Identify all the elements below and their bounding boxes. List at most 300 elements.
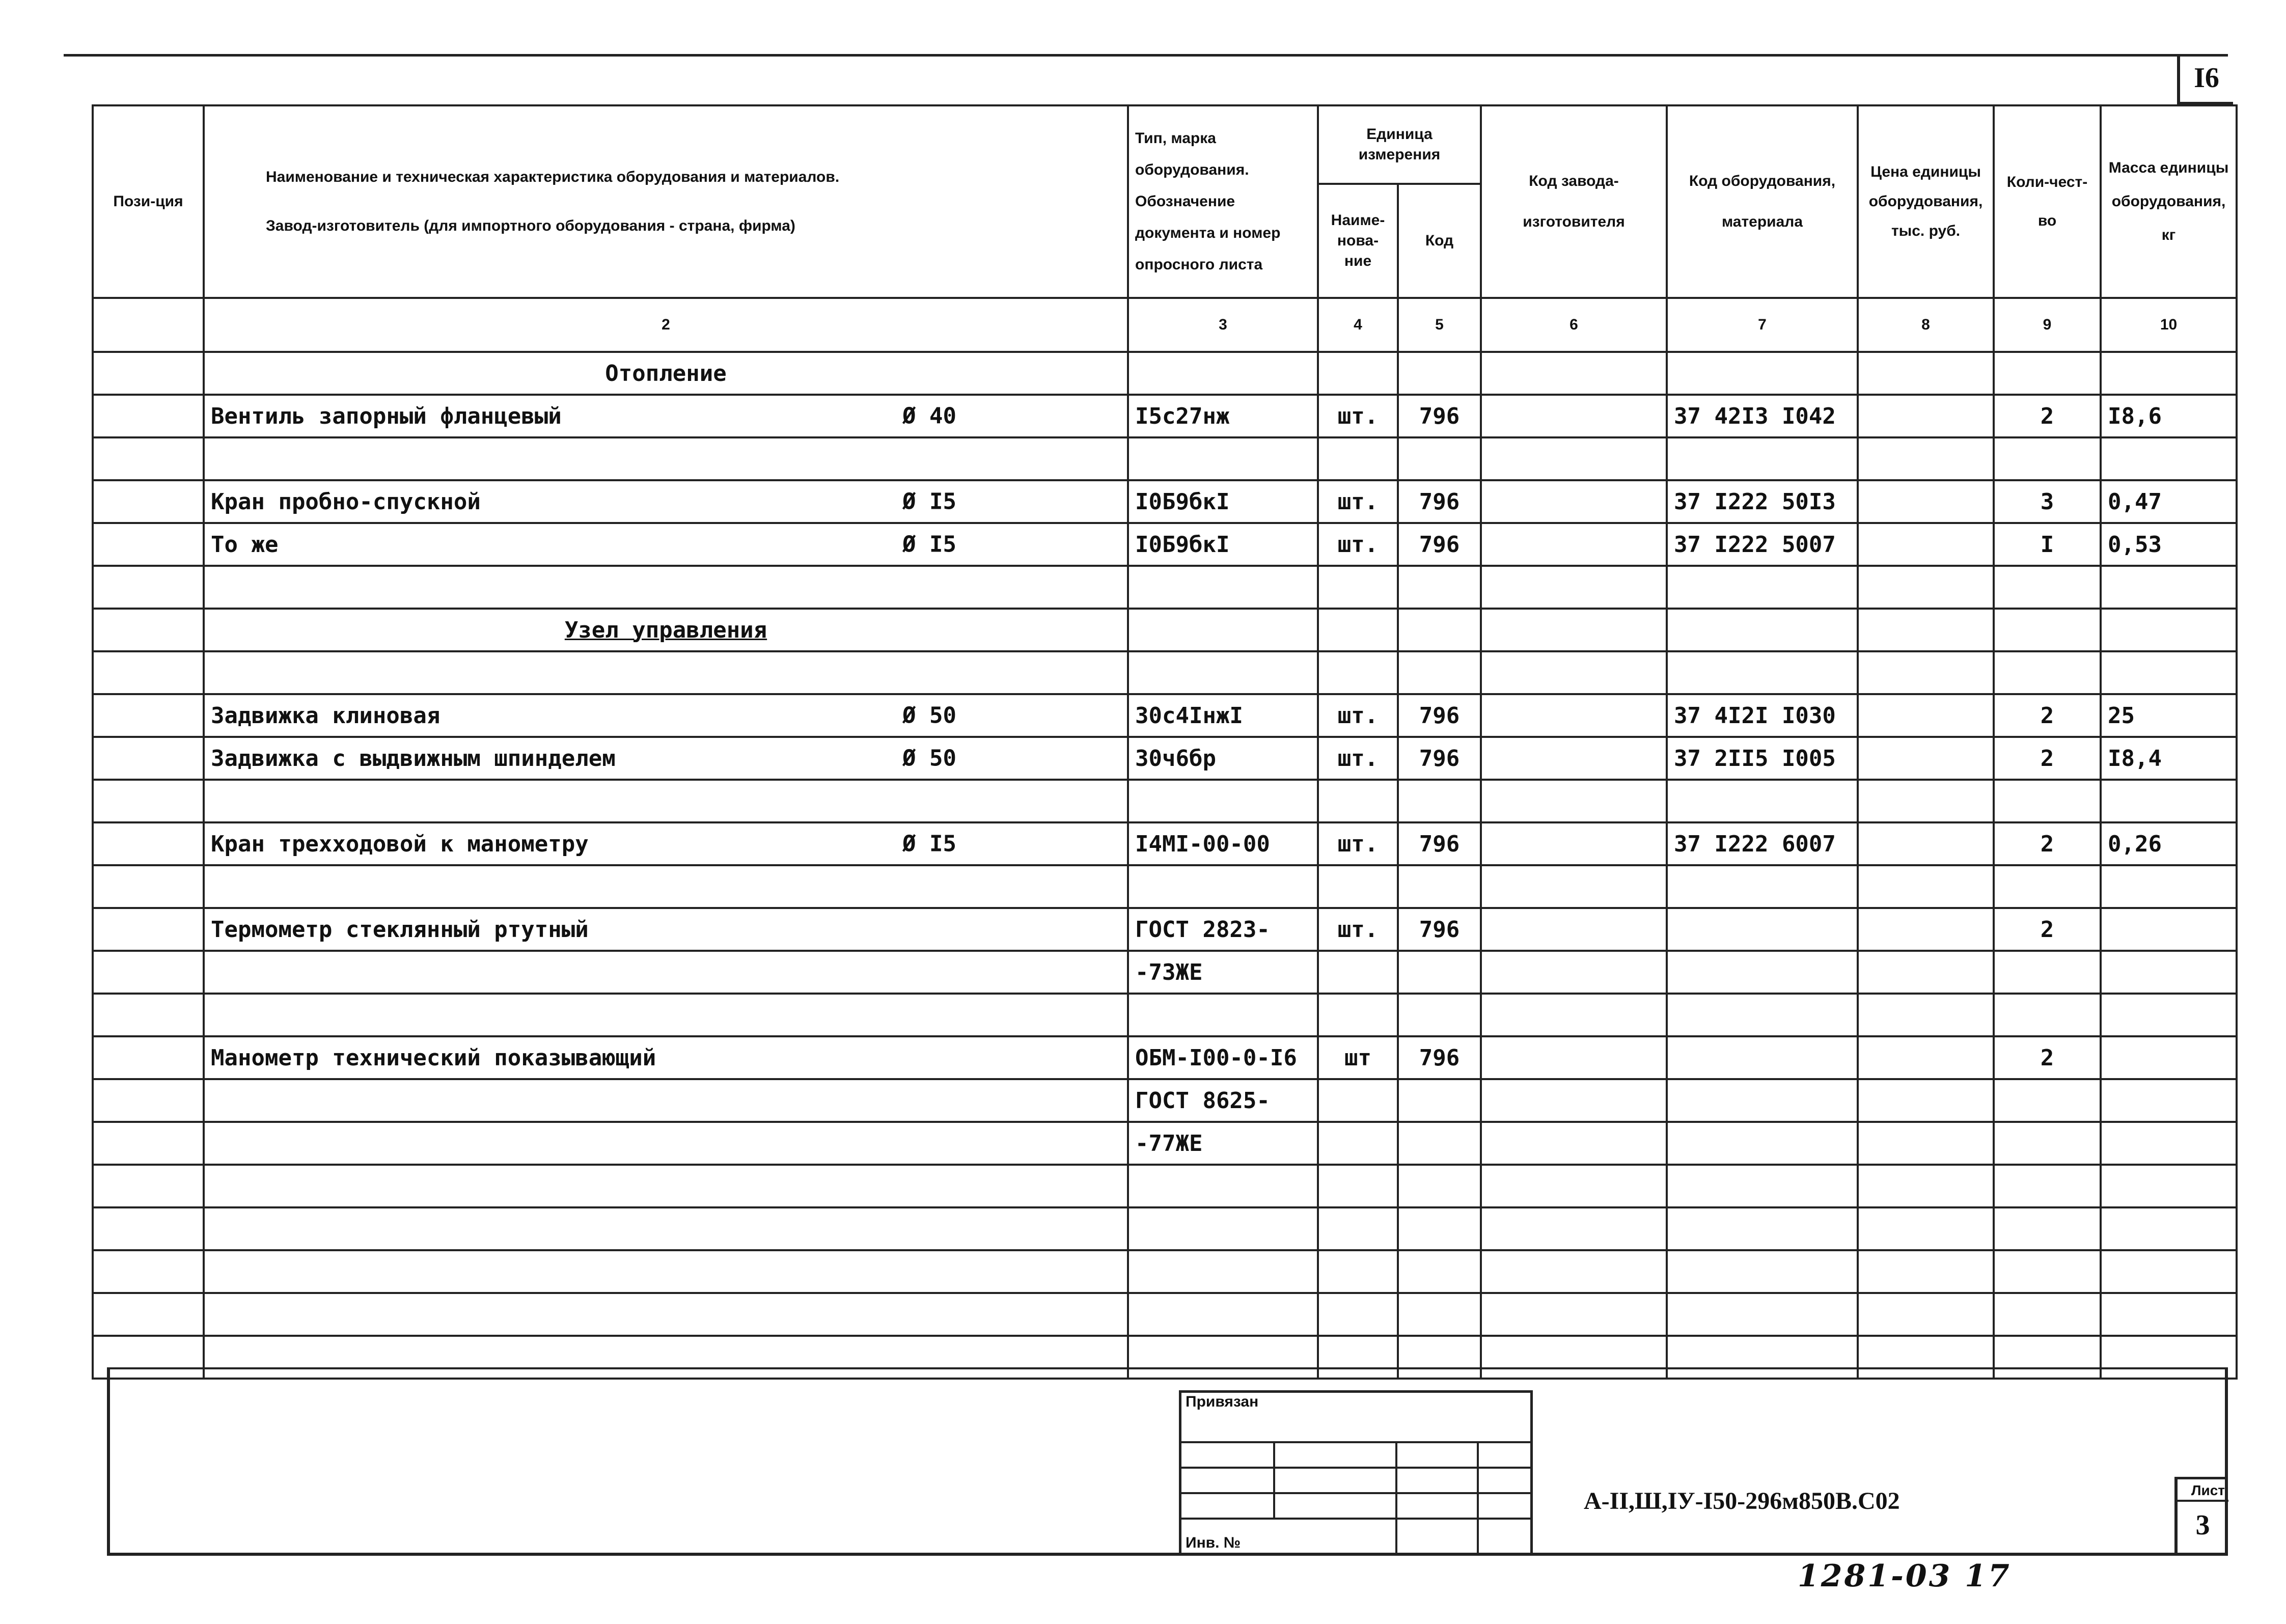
item-name: Задвижка с выдвижным шпинделем xyxy=(211,745,616,772)
cell-qty: 2 xyxy=(1994,1036,2101,1079)
cell-name xyxy=(204,1250,1128,1293)
cell-qty xyxy=(1994,1122,2101,1165)
item-diameter: Ø I5 xyxy=(902,488,956,515)
cell-type: I4МI-00-00 xyxy=(1128,822,1318,865)
cell-price xyxy=(1858,951,1994,994)
table-row xyxy=(93,1250,2237,1293)
cell-type: -73ЖЕ xyxy=(1128,951,1318,994)
column-number: 2 xyxy=(204,298,1128,352)
cell-position xyxy=(93,352,204,395)
cell-position xyxy=(93,908,204,951)
column-number: 8 xyxy=(1858,298,1994,352)
cell-equipment-code xyxy=(1667,865,1858,908)
cell-name xyxy=(204,1293,1128,1336)
cell-unit-name xyxy=(1318,437,1398,480)
cell-mass: 25 xyxy=(2101,694,2237,737)
cell-factory-code xyxy=(1481,822,1667,865)
cell-equipment-code: 37 I222 6007 xyxy=(1667,822,1858,865)
cell-equipment-code xyxy=(1667,994,1858,1036)
cell-factory-code xyxy=(1481,480,1667,523)
header-name-line2: Завод-изготовитель (для импортного оборудования - страна, фирма) xyxy=(266,217,795,234)
table-row xyxy=(93,737,2237,780)
item-name: То же xyxy=(211,531,279,558)
cell-position xyxy=(93,651,204,694)
cell-price xyxy=(1858,1250,1994,1293)
cell-qty xyxy=(1994,1079,2101,1122)
cell-price xyxy=(1858,1293,1994,1336)
table-row xyxy=(93,951,2237,994)
cell-type xyxy=(1128,865,1318,908)
cell-position xyxy=(93,994,204,1036)
cell-name xyxy=(204,1079,1128,1122)
cell-factory-code xyxy=(1481,523,1667,566)
cell-mass xyxy=(2101,609,2237,651)
cell-mass xyxy=(2101,1122,2237,1165)
cell-mass xyxy=(2101,352,2237,395)
cell-mass xyxy=(2101,566,2237,609)
cell-unit-name: шт. xyxy=(1318,908,1398,951)
item-name: Задвижка клиновая xyxy=(211,702,440,729)
column-number: 9 xyxy=(1994,298,2101,352)
cell-unit-name xyxy=(1318,994,1398,1036)
item-diameter: Ø I5 xyxy=(902,531,956,558)
cell-unit-name xyxy=(1318,1293,1398,1336)
cell-type: I5с27нж xyxy=(1128,395,1318,437)
cell-factory-code xyxy=(1481,1122,1667,1165)
item-diameter: Ø 50 xyxy=(902,745,956,772)
cell-type: ОБМ-I00-0-I6 xyxy=(1128,1036,1318,1079)
cell-name xyxy=(204,1207,1128,1250)
cell-unit-name: шт. xyxy=(1318,523,1398,566)
cell-unit-code xyxy=(1398,566,1481,609)
table-row xyxy=(93,609,2237,651)
table-row xyxy=(93,352,2237,395)
cell-equipment-code xyxy=(1667,908,1858,951)
table-body xyxy=(93,352,2237,1379)
sheet-box xyxy=(2174,1477,2228,1556)
cell-type: I0Б9бкI xyxy=(1128,523,1318,566)
cell-unit-name xyxy=(1318,566,1398,609)
cell-mass xyxy=(2101,1250,2237,1293)
cell-type: ГОСТ 8625- xyxy=(1128,1079,1318,1122)
cell-position xyxy=(93,1079,204,1122)
cell-unit-name xyxy=(1318,651,1398,694)
table-row xyxy=(93,994,2237,1036)
cell-type: 30с4IнжI xyxy=(1128,694,1318,737)
header-type: Тип, марка оборудования. Обозначение документа и номер опросного листа xyxy=(1128,105,1318,298)
cell-unit-code xyxy=(1398,994,1481,1036)
cell-price xyxy=(1858,480,1994,523)
cell-mass xyxy=(2101,651,2237,694)
cell-factory-code xyxy=(1481,609,1667,651)
cell-mass: I8,4 xyxy=(2101,737,2237,780)
cell-type xyxy=(1128,1250,1318,1293)
table-row xyxy=(93,694,2237,737)
cell-unit-code: 796 xyxy=(1398,822,1481,865)
header-equipment-code: Код оборудования, материала xyxy=(1667,105,1858,298)
cell-unit-name: шт. xyxy=(1318,737,1398,780)
cell-equipment-code xyxy=(1667,1293,1858,1336)
cell-position xyxy=(93,395,204,437)
cell-price xyxy=(1858,566,1994,609)
cell-type xyxy=(1128,780,1318,822)
cell-name xyxy=(204,908,1128,951)
cell-name xyxy=(204,566,1128,609)
column-number xyxy=(93,298,204,352)
cell-name xyxy=(204,780,1128,822)
cell-name xyxy=(204,822,1128,865)
cell-equipment-code xyxy=(1667,951,1858,994)
table-row xyxy=(93,1079,2237,1122)
cell-position xyxy=(93,1036,204,1079)
cell-qty xyxy=(1994,994,2101,1036)
cell-name xyxy=(204,994,1128,1036)
handwritten-note: 1281-03 17 xyxy=(1798,1558,2012,1594)
cell-unit-code: 796 xyxy=(1398,737,1481,780)
cell-unit-code: 796 xyxy=(1398,908,1481,951)
cell-unit-code xyxy=(1398,352,1481,395)
cell-type xyxy=(1128,651,1318,694)
cell-unit-code: 796 xyxy=(1398,523,1481,566)
cell-equipment-code: 37 2II5 I005 xyxy=(1667,737,1858,780)
cell-equipment-code xyxy=(1667,609,1858,651)
cell-mass xyxy=(2101,1293,2237,1336)
cell-position xyxy=(93,480,204,523)
header-factory-code: Код завода-изготовителя xyxy=(1481,105,1667,298)
cell-unit-code xyxy=(1398,780,1481,822)
table-row xyxy=(93,523,2237,566)
cell-name xyxy=(204,737,1128,780)
cell-qty xyxy=(1994,566,2101,609)
cell-name xyxy=(204,523,1128,566)
cell-position xyxy=(93,865,204,908)
cell-position xyxy=(93,437,204,480)
cell-unit-name xyxy=(1318,1122,1398,1165)
cell-name xyxy=(204,651,1128,694)
table-row xyxy=(93,566,2237,609)
cell-qty: 2 xyxy=(1994,737,2101,780)
cell-name xyxy=(204,694,1128,737)
cell-price xyxy=(1858,1036,1994,1079)
cell-price xyxy=(1858,395,1994,437)
cell-position xyxy=(93,523,204,566)
cell-unit-code xyxy=(1398,1165,1481,1207)
cell-qty xyxy=(1994,951,2101,994)
cell-type: ГОСТ 2823- xyxy=(1128,908,1318,951)
cell-position xyxy=(93,822,204,865)
cell-mass xyxy=(2101,908,2237,951)
item-diameter: Ø I5 xyxy=(902,831,956,857)
cell-position xyxy=(93,1250,204,1293)
cell-factory-code xyxy=(1481,951,1667,994)
cell-factory-code xyxy=(1481,1165,1667,1207)
cell-mass: 0,53 xyxy=(2101,523,2237,566)
specification-table xyxy=(92,104,2238,1380)
header-unit-name: Наиме-нова-ние xyxy=(1318,184,1398,298)
item-name: Манометр технический показывающий xyxy=(211,1044,656,1071)
cell-mass xyxy=(2101,1207,2237,1250)
cell-factory-code xyxy=(1481,1250,1667,1293)
cell-price xyxy=(1858,651,1994,694)
cell-mass xyxy=(2101,1036,2237,1079)
header-name-line1: Наименование и техническая характеристика оборудования и материалов. xyxy=(266,169,840,185)
cell-unit-name: шт. xyxy=(1318,822,1398,865)
cell-qty xyxy=(1994,865,2101,908)
item-diameter: Ø 50 xyxy=(902,702,956,729)
title-block-frame xyxy=(107,1367,2228,1556)
cell-unit-code xyxy=(1398,651,1481,694)
cell-unit-name xyxy=(1318,1207,1398,1250)
cell-qty xyxy=(1994,1207,2101,1250)
cell-type: I0Б9бкI xyxy=(1128,480,1318,523)
item-name: Кран трехходовой к манометру xyxy=(211,831,589,857)
cell-unit-code xyxy=(1398,437,1481,480)
cell-equipment-code: 37 4I2I I030 xyxy=(1667,694,1858,737)
column-number: 5 xyxy=(1398,298,1481,352)
cell-price xyxy=(1858,822,1994,865)
cell-factory-code xyxy=(1481,1207,1667,1250)
section-title: Отопление xyxy=(605,360,727,387)
section-title: Узел управления xyxy=(564,617,767,643)
cell-name xyxy=(204,609,1128,651)
header-name xyxy=(204,105,1128,298)
cell-qty xyxy=(1994,1250,2101,1293)
cell-mass xyxy=(2101,1079,2237,1122)
cell-name xyxy=(204,352,1128,395)
table-row xyxy=(93,1207,2237,1250)
table-row xyxy=(93,437,2237,480)
cell-unit-code xyxy=(1398,1207,1481,1250)
item-name: Кран пробно-спускной xyxy=(211,488,481,515)
cell-factory-code xyxy=(1481,1293,1667,1336)
cell-price xyxy=(1858,694,1994,737)
cell-price xyxy=(1858,352,1994,395)
cell-position xyxy=(93,780,204,822)
table-row xyxy=(93,908,2237,951)
cell-position xyxy=(93,566,204,609)
cell-name xyxy=(204,1122,1128,1165)
cell-qty xyxy=(1994,651,2101,694)
cell-factory-code xyxy=(1481,908,1667,951)
sheet-label: Лист xyxy=(2191,1482,2225,1498)
cell-position xyxy=(93,951,204,994)
cell-unit-code: 796 xyxy=(1398,395,1481,437)
cell-factory-code xyxy=(1481,780,1667,822)
cell-price xyxy=(1858,437,1994,480)
cell-price xyxy=(1858,1165,1994,1207)
cell-type xyxy=(1128,1293,1318,1336)
column-number: 3 xyxy=(1128,298,1318,352)
cell-equipment-code xyxy=(1667,1036,1858,1079)
cell-unit-name xyxy=(1318,609,1398,651)
cell-unit-code xyxy=(1398,1293,1481,1336)
cell-position xyxy=(93,1293,204,1336)
cell-equipment-code xyxy=(1667,352,1858,395)
cell-unit-name: шт. xyxy=(1318,480,1398,523)
cell-name xyxy=(204,395,1128,437)
cell-equipment-code: 37 I222 50I3 xyxy=(1667,480,1858,523)
cell-equipment-code xyxy=(1667,1250,1858,1293)
stamp-inventory-label: Инв. № xyxy=(1186,1534,1241,1551)
cell-qty xyxy=(1994,1293,2101,1336)
cell-name xyxy=(204,437,1128,480)
column-number: 10 xyxy=(2101,298,2237,352)
cell-type xyxy=(1128,1165,1318,1207)
cell-type xyxy=(1128,352,1318,395)
header-qty: Коли-чест-во xyxy=(1994,105,2101,298)
cell-unit-code: 796 xyxy=(1398,1036,1481,1079)
cell-equipment-code xyxy=(1667,780,1858,822)
cell-factory-code xyxy=(1481,1036,1667,1079)
cell-position xyxy=(93,1122,204,1165)
table-row xyxy=(93,1036,2237,1079)
cell-type xyxy=(1128,566,1318,609)
cell-type xyxy=(1128,994,1318,1036)
column-number: 6 xyxy=(1481,298,1667,352)
table-row xyxy=(93,780,2237,822)
cell-unit-code xyxy=(1398,1079,1481,1122)
cell-unit-code xyxy=(1398,865,1481,908)
cell-factory-code xyxy=(1481,566,1667,609)
cell-equipment-code xyxy=(1667,1207,1858,1250)
cell-price xyxy=(1858,1122,1994,1165)
cell-price xyxy=(1858,609,1994,651)
table-row xyxy=(93,1122,2237,1165)
cell-factory-code xyxy=(1481,395,1667,437)
cell-equipment-code xyxy=(1667,437,1858,480)
cell-qty: 3 xyxy=(1994,480,2101,523)
cell-mass xyxy=(2101,994,2237,1036)
cell-qty: 2 xyxy=(1994,694,2101,737)
cell-unit-name xyxy=(1318,1165,1398,1207)
cell-price xyxy=(1858,780,1994,822)
cell-qty xyxy=(1994,437,2101,480)
cell-qty xyxy=(1994,1165,2101,1207)
table-row xyxy=(93,395,2237,437)
cell-position xyxy=(93,609,204,651)
table-row xyxy=(93,1293,2237,1336)
item-name: Вентиль запорный фланцевый xyxy=(211,403,562,429)
cell-equipment-code: 37 I222 5007 xyxy=(1667,523,1858,566)
table-row xyxy=(93,480,2237,523)
cell-qty: 2 xyxy=(1994,822,2101,865)
header-position: Пози-ция xyxy=(93,105,204,298)
top-border-line xyxy=(64,54,2228,57)
document-code: А-II,Ш,IУ-I50-296м850В.С02 xyxy=(1584,1488,1900,1515)
header-price: Цена единицы оборудования, тыс. руб. xyxy=(1858,105,1994,298)
cell-qty: 2 xyxy=(1994,908,2101,951)
cell-unit-name xyxy=(1318,865,1398,908)
cell-equipment-code xyxy=(1667,1165,1858,1207)
cell-mass xyxy=(2101,780,2237,822)
cell-type xyxy=(1128,437,1318,480)
sheet-number: 3 xyxy=(2195,1509,2210,1541)
table-row xyxy=(93,822,2237,865)
cell-qty: 2 xyxy=(1994,395,2101,437)
cell-factory-code xyxy=(1481,694,1667,737)
cell-factory-code xyxy=(1481,651,1667,694)
cell-type xyxy=(1128,1207,1318,1250)
cell-qty: I xyxy=(1994,523,2101,566)
column-number: 7 xyxy=(1667,298,1858,352)
cell-equipment-code xyxy=(1667,1122,1858,1165)
cell-unit-name xyxy=(1318,1079,1398,1122)
cell-unit-code: 796 xyxy=(1398,694,1481,737)
cell-mass xyxy=(2101,437,2237,480)
cell-type xyxy=(1128,609,1318,651)
cell-factory-code xyxy=(1481,865,1667,908)
cell-position xyxy=(93,1165,204,1207)
cell-mass xyxy=(2101,865,2237,908)
cell-qty xyxy=(1994,609,2101,651)
cell-unit-name xyxy=(1318,780,1398,822)
cell-unit-code xyxy=(1398,1250,1481,1293)
cell-price xyxy=(1858,1207,1994,1250)
cell-equipment-code: 37 42I3 I042 xyxy=(1667,395,1858,437)
cell-name xyxy=(204,951,1128,994)
header-unit-code: Код xyxy=(1398,184,1481,298)
column-number: 4 xyxy=(1318,298,1398,352)
table-row xyxy=(93,865,2237,908)
cell-mass: 0,47 xyxy=(2101,480,2237,523)
cell-qty xyxy=(1994,352,2101,395)
cell-price xyxy=(1858,865,1994,908)
cell-equipment-code xyxy=(1667,1079,1858,1122)
item-diameter: Ø 40 xyxy=(902,403,956,429)
cell-unit-code xyxy=(1398,1122,1481,1165)
cell-name xyxy=(204,480,1128,523)
header-unit: Единица измерения xyxy=(1318,105,1481,184)
cell-factory-code xyxy=(1481,437,1667,480)
cell-unit-name: шт. xyxy=(1318,694,1398,737)
cell-factory-code xyxy=(1481,737,1667,780)
cell-price xyxy=(1858,523,1994,566)
cell-unit-name xyxy=(1318,1250,1398,1293)
cell-unit-name: шт. xyxy=(1318,395,1398,437)
cell-unit-name xyxy=(1318,352,1398,395)
cell-name xyxy=(204,865,1128,908)
item-name: Термометр стеклянный ртутный xyxy=(211,916,589,943)
header-mass: Масса единицы оборудования, кг xyxy=(2101,105,2237,298)
cell-equipment-code xyxy=(1667,566,1858,609)
cell-mass: I8,6 xyxy=(2101,395,2237,437)
cell-factory-code xyxy=(1481,352,1667,395)
cell-type: -77ЖЕ xyxy=(1128,1122,1318,1165)
stamp-attached-label: Привязан xyxy=(1186,1393,1259,1410)
cell-mass: 0,26 xyxy=(2101,822,2237,865)
cell-price xyxy=(1858,994,1994,1036)
cell-unit-name xyxy=(1318,951,1398,994)
table-row xyxy=(93,651,2237,694)
cell-price xyxy=(1858,908,1994,951)
cell-unit-code xyxy=(1398,609,1481,651)
cell-name xyxy=(204,1165,1128,1207)
cell-unit-code: 796 xyxy=(1398,480,1481,523)
cell-unit-name: шт xyxy=(1318,1036,1398,1079)
cell-equipment-code xyxy=(1667,651,1858,694)
cell-factory-code xyxy=(1481,1079,1667,1122)
binding-stamp xyxy=(1179,1390,1530,1556)
cell-mass xyxy=(2101,951,2237,994)
cell-unit-code xyxy=(1398,951,1481,994)
cell-position xyxy=(93,737,204,780)
cell-price xyxy=(1858,737,1994,780)
table-row xyxy=(93,1165,2237,1207)
cell-position xyxy=(93,1207,204,1250)
cell-name xyxy=(204,1036,1128,1079)
cell-mass xyxy=(2101,1165,2237,1207)
cell-factory-code xyxy=(1481,994,1667,1036)
